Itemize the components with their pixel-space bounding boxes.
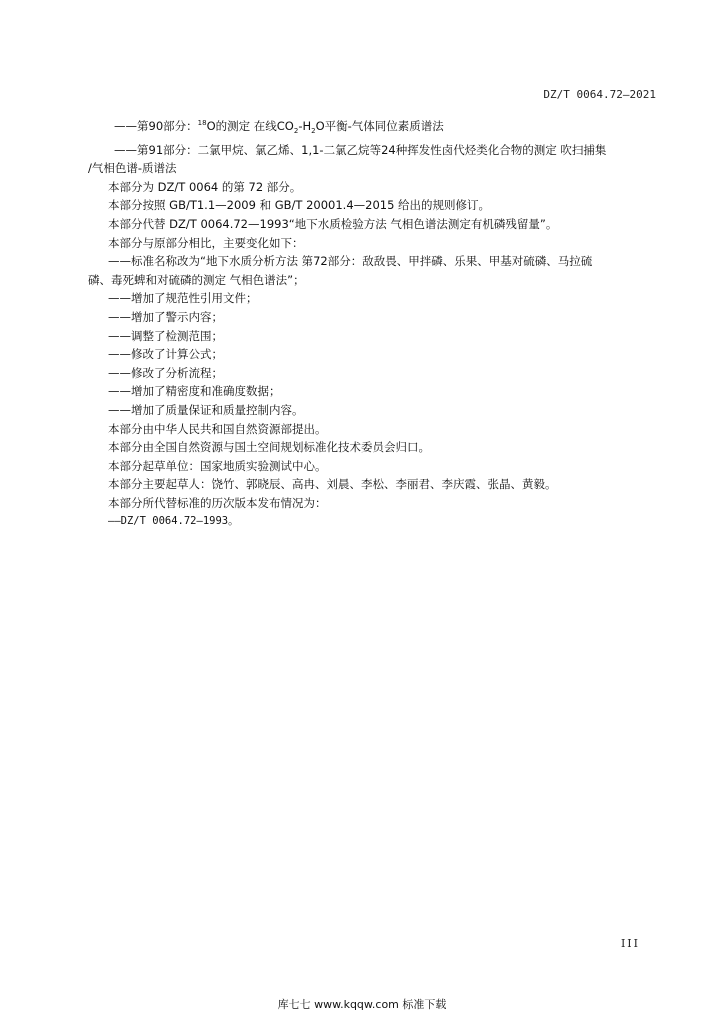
list-item-part-91-continued: /气相色谱-质谱法 — [88, 161, 177, 176]
change-item: ——标准名称改为“地下水质分析方法 第72部分：敌敌畏、甲拌磷、乐果、甲基对硫磷、马拉硫 — [108, 254, 593, 269]
document-code: DZ/T 0064.72—2021 — [543, 88, 656, 101]
text-segment: ——第90部分： — [114, 119, 198, 133]
paragraph: 本部分按照 GB/T1.1—2009 和 GB/T 20001.4—2015 给出的规则修订。 — [108, 198, 491, 213]
page-number: III — [620, 937, 640, 950]
change-item: ——调整了检测范围； — [108, 328, 223, 343]
list-item-part-91: ——第91部分：二氯甲烷、氯乙烯、1,1-二氯乙烷等24种挥发性卤代烃类化合物的测定 吹扫捕集 — [114, 142, 607, 157]
paragraph: 本部分与原部分相比，主要变化如下： — [108, 235, 304, 250]
subscript: 2 — [293, 127, 299, 135]
text-segment: O的测定 在线CO — [206, 119, 294, 133]
change-item: ——增加了警示内容； — [108, 309, 223, 324]
change-item: ——增加了规范性引用文件； — [108, 291, 258, 306]
list-item-part-90 — [88, 114, 658, 141]
change-item: ——修改了分析流程； — [108, 365, 223, 380]
paragraph: 本部分起草单位：国家地质实验测试中心。 — [108, 458, 327, 473]
paragraph: 本部分由全国自然资源与国土空间规划标准化技术委员会归口。 — [108, 440, 430, 455]
footer-watermark: 库七七 www.kqqw.com 标准下载 — [277, 998, 447, 1011]
paragraph: 本部分代替 DZ/T 0064.72—1993“地下水质检验方法 气相色谱法测定有机磷残留量”。 — [108, 216, 558, 231]
change-item: ——增加了精密度和准确度数据； — [108, 384, 281, 399]
history-item: ——DZ/T 0064.72—1993。 — [108, 515, 239, 528]
paragraph: 本部分由中华人民共和国自然资源部提出。 — [108, 421, 327, 436]
paragraph: 本部分主要起草人：饶竹、郭晓辰、高冉、刘晨、李松、李丽君、李庆霞、张晶、黄毅。 — [108, 477, 557, 492]
paragraph: 本部分所代替标准的历次版本发布情况为： — [108, 495, 327, 510]
text-segment: -H — [298, 119, 312, 133]
superscript: 18 — [197, 119, 207, 127]
text-segment: O平衡-气体同位素质谱法 — [315, 119, 444, 133]
change-item: ——增加了质量保证和质量控制内容。 — [108, 402, 304, 417]
paragraph: 本部分为 DZ/T 0064 的第 72 部分。 — [108, 179, 302, 194]
subscript: 2 — [311, 127, 316, 135]
change-item: ——修改了计算公式； — [108, 347, 223, 362]
foreword-body — [88, 114, 658, 531]
change-item-continued: 磷、毒死蜱和对硫磷的测定 气相色谱法”； — [88, 272, 305, 287]
